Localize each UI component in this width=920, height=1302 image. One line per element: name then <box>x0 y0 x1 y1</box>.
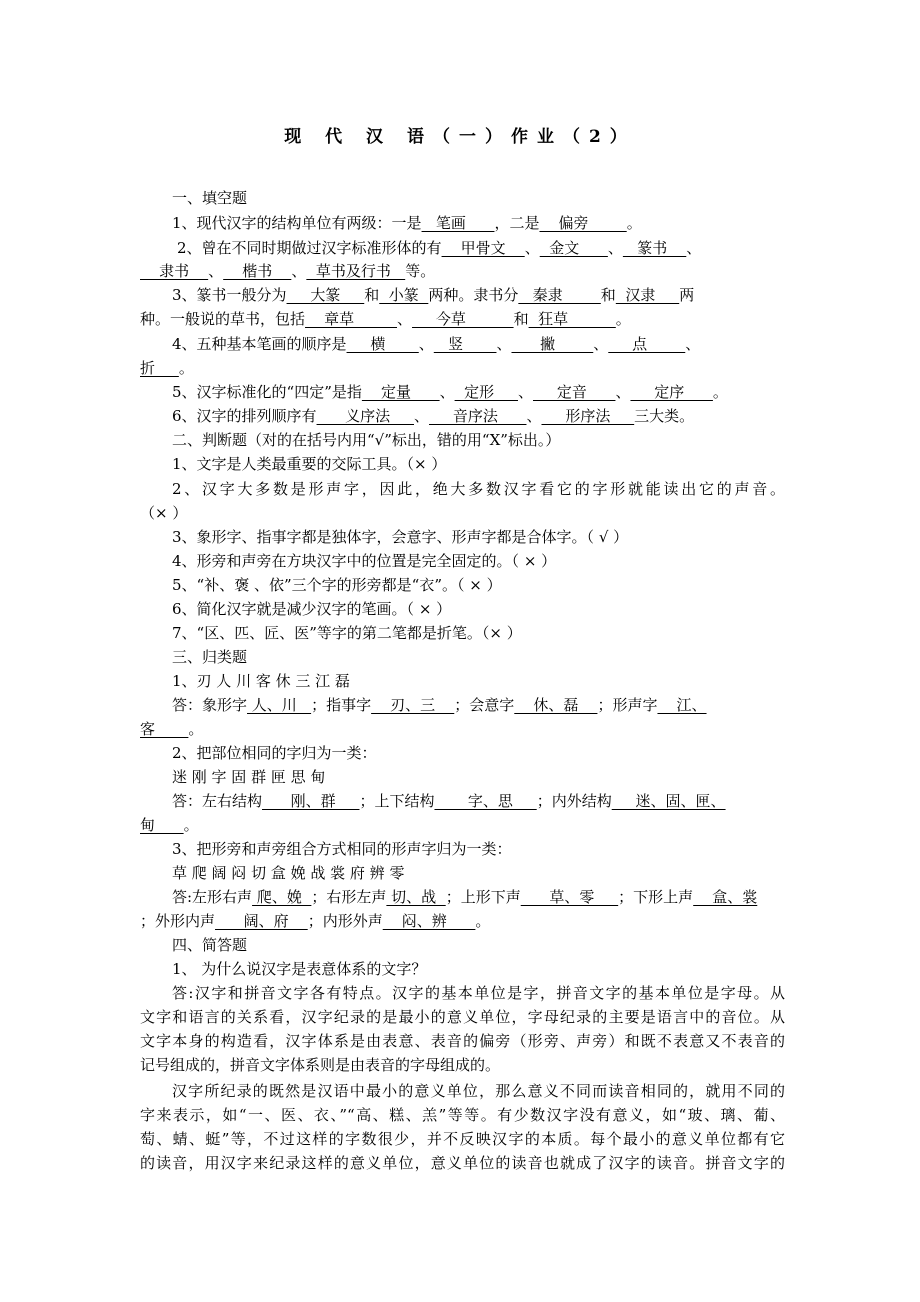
line-text: 6、简化汉字就是减少汉字的笔画。（ × ） <box>172 600 452 618</box>
line-text: 、 <box>526 407 542 425</box>
line-text: ；右形左声 <box>311 888 387 906</box>
line-text: 和 <box>364 286 380 304</box>
text-line <box>140 356 785 380</box>
answer-blank: 盒、裳 <box>693 888 758 906</box>
line-text: 。 <box>712 383 728 401</box>
text-line <box>140 885 785 909</box>
line-text: 答：左右结构 <box>172 792 263 810</box>
answer-blank: 今草 <box>412 310 514 328</box>
answer-blank: 江、 <box>657 696 707 714</box>
line-text: ；指事字 <box>311 696 372 714</box>
text-line <box>140 283 785 307</box>
answer-blank: 偏旁 <box>539 214 627 232</box>
line-text: ；下形上声 <box>618 888 694 906</box>
line-text: 4、形旁和声旁在方块汉字中的位置是完全固定的。（ × ） <box>172 552 557 570</box>
line-text: 、 <box>496 335 512 353</box>
text-line <box>140 380 785 404</box>
line-text: 2、汉字大多数是形声字，因此，绝大多数汉字看它的字形就能读出它的声音。 <box>172 480 785 498</box>
text-line <box>140 813 785 837</box>
answer-blank: 楷书 <box>223 262 292 280</box>
answer-blank: 竖 <box>433 335 497 353</box>
answer-blank: 章草 <box>305 310 398 328</box>
text-line <box>140 259 785 283</box>
line-text: ；外形内声 <box>140 912 216 930</box>
answer-blank: 迷、固、匣、 <box>611 792 726 810</box>
text-line <box>140 186 785 210</box>
line-text: 4、五种基本笔画的顺序是 <box>172 335 347 353</box>
text-line <box>140 525 785 549</box>
line-text: 。 <box>615 310 631 328</box>
line-text: 、 <box>524 239 540 257</box>
line-text: 、 <box>685 335 701 353</box>
answer-blank: 金文 <box>539 239 608 257</box>
answer-blank: 字、思 <box>434 792 537 810</box>
answer-blank: 点 <box>608 335 686 353</box>
answer-blank: 切、战 <box>386 888 446 906</box>
line-text: 记号组成的，拼音文字体系则是由表音的字母组成的。 <box>140 1056 501 1074</box>
line-text: 萄、蜻、蜓”等，不过这样的字数很少，并不反映汉字的本质。每个最小的意义单位都有它 <box>140 1130 785 1148</box>
answer-blank: 人、川 <box>247 696 312 714</box>
line-text: 汉字所纪录的既然是汉语中最小的意义单位，那么意义不同而读音相同的，就用不同的 <box>172 1082 785 1100</box>
text-line <box>140 307 785 331</box>
answer-blank: 草、零 <box>520 888 619 906</box>
line-text: 、 <box>397 310 413 328</box>
text-line <box>140 861 785 885</box>
line-text: 1、刃 人 川 客 休 三 江 磊 <box>172 672 350 690</box>
line-text: 答:左形右声 <box>172 888 253 906</box>
text-line <box>140 717 785 741</box>
text-line <box>140 837 785 861</box>
line-text: 三大类。 <box>634 407 695 425</box>
answer-blank: 定序 <box>630 383 713 401</box>
line-text: 、 <box>439 383 455 401</box>
line-text: ；上形下声 <box>445 888 521 906</box>
text-line <box>140 1127 785 1151</box>
answer-blank: 折 <box>140 359 179 377</box>
line-text: ；会意字 <box>454 696 515 714</box>
answer-blank: 定形 <box>454 383 518 401</box>
text-line <box>140 645 785 669</box>
line-text: 5、“补、褒 、依”三个字的形旁都是“衣”。（ × ） <box>172 576 502 594</box>
answer-blank: 大篆 <box>286 286 365 304</box>
line-text: 二、判断题（对的在括号内用“√”标出，错的用“X”标出。） <box>172 431 561 449</box>
line-text: 和 <box>513 310 529 328</box>
answer-blank: 义序法 <box>316 407 414 425</box>
answer-blank: 撇 <box>511 335 594 353</box>
answer-blank: 甲骨文 <box>441 239 525 257</box>
text-line <box>140 211 785 235</box>
text-line <box>140 573 785 597</box>
line-text: 、 <box>414 407 430 425</box>
text-line <box>140 236 785 260</box>
line-text: 1、文字是人类最重要的交际工具。（× ） <box>172 455 447 473</box>
line-text: 、 <box>208 262 224 280</box>
line-text: 、 <box>418 335 434 353</box>
line-text: 答:汉字和拼音文字各有特点。汉字的基本单位是字，拼音文字的基本单位是字母。从 <box>172 984 785 1002</box>
line-text: 1、 为什么说汉字是表意体系的文字？ <box>172 960 427 978</box>
line-text: 、 <box>593 335 609 353</box>
text-line <box>140 477 785 501</box>
answer-blank: 休、磊 <box>514 696 598 714</box>
line-text: ，二是 <box>494 214 540 232</box>
answer-blank: 形序法 <box>541 407 635 425</box>
answer-blank: 秦隶 <box>518 286 601 304</box>
page-title: 现 代 汉 语（一）作业（2） <box>284 127 636 147</box>
line-text: 文字和语言的关系看，汉字纪录的是最小的意义单位，字母纪录的主要是语言中的音位。从 <box>140 1008 785 1026</box>
text-line <box>140 621 785 645</box>
text-line <box>140 549 785 573</box>
line-text: 草 爬 阔 闷 切 盒 娩 战 裳 府 辨 零 <box>172 864 405 882</box>
line-text: 。 <box>475 912 491 930</box>
text-line <box>140 957 785 981</box>
answer-blank: 爬、娩 <box>252 888 312 906</box>
answer-blank: 狂草 <box>528 310 616 328</box>
answer-blank: 横 <box>346 335 419 353</box>
line-text: 的读音，用汉字来纪录这样的意义单位，意义单位的读音也就成了汉字的读音。拼音文字的 <box>140 1154 785 1172</box>
line-text: 种。一般说的草书，包括 <box>140 310 306 328</box>
text-line <box>140 789 785 813</box>
answer-blank: 笔画 <box>421 214 495 232</box>
line-text: 。 <box>188 720 204 738</box>
text-line <box>140 597 785 621</box>
text-line <box>140 1103 785 1127</box>
line-text: 两种。隶书分 <box>428 286 519 304</box>
line-text: 3、把形旁和声旁组合方式相同的形声字归为一类： <box>172 840 512 858</box>
text-line <box>140 741 785 765</box>
line-text: 。 <box>183 816 199 834</box>
line-text: 等。 <box>405 262 436 280</box>
line-text: 、 <box>615 383 631 401</box>
line-text: 、 <box>686 239 702 257</box>
text-line <box>140 693 785 717</box>
line-text: 答：象形字 <box>172 696 248 714</box>
text-line <box>140 1079 785 1103</box>
line-text: 2、曾在不同时期做过汉字标准形体的有 <box>177 239 442 257</box>
line-text: ；形声字 <box>597 696 658 714</box>
answer-blank: 篆书 <box>622 239 687 257</box>
text-line <box>140 981 785 1005</box>
text-line <box>140 765 785 789</box>
line-text: 5、汉字标准化的“四定”是指 <box>172 383 362 401</box>
line-text: ；内形外声 <box>307 912 383 930</box>
text-line <box>140 933 785 957</box>
answer-blank: 小篆 <box>379 286 429 304</box>
answer-blank: 汉隶 <box>615 286 680 304</box>
text-line <box>140 669 785 693</box>
answer-blank: 定音 <box>533 383 616 401</box>
line-text: ；上下结构 <box>359 792 435 810</box>
answer-blank: 定量 <box>361 383 440 401</box>
answer-blank: 刚、群 <box>262 792 360 810</box>
text-line <box>140 1053 785 1077</box>
text-line <box>140 404 785 428</box>
answer-blank: 闷、辨 <box>382 912 476 930</box>
answer-blank: 音序法 <box>429 407 527 425</box>
text-line <box>140 428 785 452</box>
line-text: 四、简答题 <box>172 936 248 954</box>
text-line <box>140 332 785 356</box>
line-text: 、 <box>291 262 307 280</box>
text-line <box>140 909 785 933</box>
line-text: 、 <box>607 239 623 257</box>
line-text: 三、归类题 <box>172 648 248 666</box>
line-text: 字来表示，如“一、医、衣、”“高、糕、羔”等等。有少数汉字没有意义，如“玻、璃、葡、 <box>140 1106 785 1124</box>
line-text: 和 <box>600 286 616 304</box>
line-text: 文字本身的构造看，汉字体系是由表意、表音的偏旁（形旁、声旁）和既不表意又不表音的 <box>140 1032 785 1050</box>
answer-blank: 隶书 <box>140 262 209 280</box>
answer-blank: 客 <box>140 720 189 738</box>
line-text: 3、篆书一般分为 <box>172 286 287 304</box>
line-text: 迷 刚 字 固 群 匣 思 甸 <box>172 768 326 786</box>
text-line <box>140 452 785 476</box>
line-text: 。 <box>626 214 642 232</box>
text-line <box>140 1005 785 1029</box>
answer-blank: 甸 <box>140 816 184 834</box>
line-text: （× ） <box>140 504 188 522</box>
answer-blank: 刃、三 <box>371 696 455 714</box>
line-text: ；内外结构 <box>536 792 612 810</box>
line-text: 7、“区、匹、匠、医”等字的第二笔都是折笔。（× ） <box>172 624 522 642</box>
line-text: 一、填空题 <box>172 189 248 207</box>
line-text: 、 <box>517 383 533 401</box>
text-line <box>140 1151 785 1175</box>
text-line <box>140 1029 785 1053</box>
text-line <box>140 501 785 525</box>
line-text: 。 <box>178 359 194 377</box>
line-text: 两 <box>679 286 695 304</box>
line-text: 6、汉字的排列顺序有 <box>172 407 317 425</box>
line-text: 2、把部位相同的字归为一类： <box>172 744 377 762</box>
answer-blank: 草书及行书 <box>306 262 406 280</box>
answer-blank: 阔、府 <box>215 912 308 930</box>
line-text: 3、象形字、指事字都是独体字，会意字、形声字都是合体字。（ √ ） <box>172 528 629 546</box>
line-text: 1、现代汉字的结构单位有两级：一是 <box>172 214 422 232</box>
